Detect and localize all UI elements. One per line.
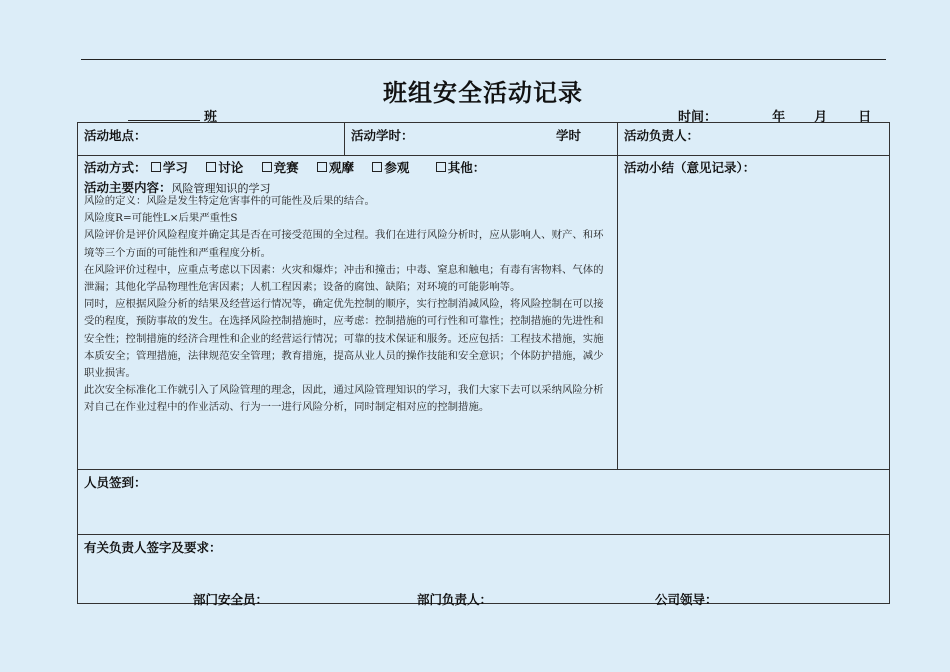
checkbox-icon[interactable] bbox=[317, 162, 327, 172]
content-paragraph: 同时，应根据风险分析的结果及经营运行情况等，确定优先控制的顺序，实行控制消减风险，将风险控制在可以接受的程度，预防事故的发生。在选择风险控制措施时，应考虑：控制措施的可行性和可靠性；控制措施的先进性和安全性；控制措施的经济合理性和企业的经营运行情况；可靠的技术保证和服务。还应包括：工程技术措施，实施本质安全；管理措施，法律规范安全管理；教育措施，提高从业人员的操作技能和安全意识；个体防护措施，减少职业损害。 bbox=[84, 298, 604, 380]
checkbox-icon[interactable] bbox=[372, 162, 382, 172]
divider-h2 bbox=[77, 469, 890, 470]
checkbox-icon[interactable] bbox=[206, 162, 216, 172]
time-label: 时间： bbox=[678, 110, 718, 125]
checkbox-icon[interactable] bbox=[436, 162, 446, 172]
method-observe[interactable]: 观摩 bbox=[317, 158, 354, 176]
class-blank[interactable] bbox=[128, 110, 200, 121]
signoff-label: 有关负责人签字及要求： bbox=[84, 540, 222, 555]
hours-label: 活动学时： bbox=[351, 128, 414, 143]
checkbox-icon[interactable] bbox=[151, 162, 161, 172]
month-label: 月 bbox=[814, 110, 828, 125]
divider-col bbox=[617, 122, 618, 469]
checkbox-icon[interactable] bbox=[262, 162, 272, 172]
method-visit[interactable]: 参观 bbox=[372, 158, 409, 176]
method-contest[interactable]: 竞赛 bbox=[262, 158, 299, 176]
location-label: 活动地点： bbox=[84, 128, 147, 143]
content-body bbox=[84, 193, 610, 417]
divider-h1 bbox=[77, 155, 890, 156]
hours-unit: 学时 bbox=[556, 128, 582, 143]
dept-head-signature[interactable]: 部门负责人： bbox=[417, 592, 493, 607]
content-paragraph: 风险的定义：风险是发生特定危害事件的可能性及后果的结合。 bbox=[84, 195, 375, 207]
method-discuss[interactable]: 讨论 bbox=[206, 158, 243, 176]
content-paragraph: 风险评价是评价风险程度并确定其是否在可接受范围的全过程。我们在进行风险分析时，应从影响人、财产、和环境等三个方面的可能性和严重程度分析。 bbox=[84, 229, 604, 259]
divider-h3 bbox=[77, 534, 890, 535]
year-label: 年 bbox=[772, 110, 786, 125]
day-label: 日 bbox=[858, 110, 872, 125]
activity-methods bbox=[84, 158, 499, 176]
method-other[interactable]: 其他： bbox=[436, 158, 486, 176]
class-suffix: 班 bbox=[204, 110, 218, 125]
page-title: 班组安全活动记录 bbox=[383, 79, 583, 107]
content-topic: 风险管理知识的学习 bbox=[171, 182, 271, 195]
methods-label: 活动方式： bbox=[84, 160, 147, 175]
leader-label: 活动负责人： bbox=[624, 128, 700, 143]
top-rule bbox=[81, 59, 886, 60]
content-label: 活动主要内容： bbox=[84, 180, 172, 195]
content-paragraph: 风险度R=可能性L×后果严重性S bbox=[84, 212, 238, 225]
company-leader-signature[interactable]: 公司领导： bbox=[655, 592, 718, 607]
summary-label: 活动小结（意见记录）： bbox=[624, 160, 756, 175]
dept-safety-signature[interactable]: 部门安全员： bbox=[193, 592, 269, 607]
attendance-label: 人员签到： bbox=[84, 475, 147, 490]
content-paragraph: 在风险评价过程中，应重点考虑以下因素：火灾和爆炸；冲击和撞击；中毒、窒息和触电；有毒有害物料、气体的泄漏；其他化学品物理性危害因素；人机工程因素；设备的腐蚀、缺陷；对环境的可能影响等。 bbox=[84, 263, 604, 294]
method-study[interactable]: 学习 bbox=[151, 158, 188, 176]
content-paragraph: 此次安全标准化工作就引入了风险管理的理念，因此，通过风险管理知识的学习，我们大家下去可以采纳风险分析对自己在作业过程中的作业活动、行为一一进行风险分析，同时制定相对应的控制措施。 bbox=[84, 384, 604, 414]
divider-row1-a bbox=[344, 122, 345, 156]
